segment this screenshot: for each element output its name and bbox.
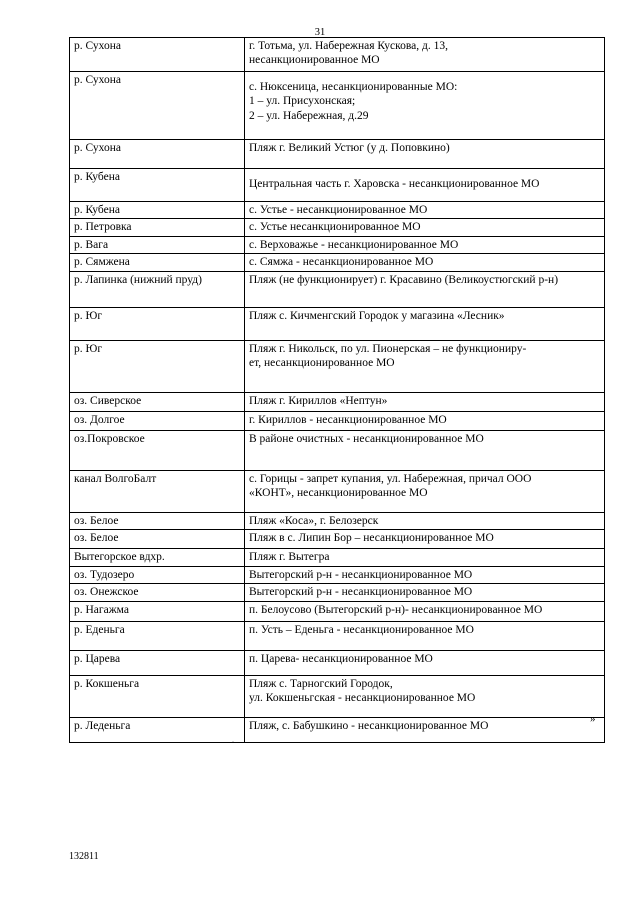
page-number: 31: [314, 27, 326, 38]
table-row: [70, 219, 605, 236]
location-cell: [245, 548, 605, 566]
table-row: [70, 271, 605, 307]
water-body-cell: оз. Белое: [70, 512, 245, 529]
water-body-cell: р. Леденьга: [70, 717, 245, 742]
location-cell: [245, 202, 605, 219]
location-line: Пляж с. Кичменгский Городок у магазина «Лесник»: [249, 309, 505, 322]
document-code: 132811: [69, 851, 99, 862]
water-body-cell: канал ВолгоБалт: [70, 470, 245, 512]
location-cell: [245, 717, 605, 742]
location-cell: [245, 307, 605, 340]
water-body-cell: р. Кубена: [70, 202, 245, 219]
location-cell: [245, 219, 605, 236]
table-body: [70, 38, 605, 743]
location-cell: [245, 470, 605, 512]
location-cell: [245, 392, 605, 411]
location-cell: [245, 340, 605, 392]
location-line: Пляж (не функционирует) г. Красавино (Великоустюгский р-н): [249, 273, 559, 286]
water-body-cell: р. Царева: [70, 650, 245, 675]
location-line: Вытегорский р-н - несанкционированное МО: [249, 568, 473, 581]
table-row: [70, 621, 605, 650]
location-line: Пляж г. Великий Устюг (у д. Поповкино): [249, 142, 450, 154]
table-row: [70, 392, 605, 411]
table-row: [70, 307, 605, 340]
table-row: [70, 601, 605, 621]
table-row: [70, 650, 605, 675]
location-line: с. Нюксеница, несанкционированные МО:: [249, 81, 458, 93]
water-body-cell: р. Сухона: [70, 38, 245, 72]
table-row: [70, 72, 605, 140]
location-cell: [245, 566, 605, 583]
location-cell: [245, 601, 605, 621]
water-body-cell: оз.Покровское: [70, 430, 245, 470]
location-line: с. Верховажье - несанкционированное МО: [249, 238, 459, 251]
location-cell: [245, 411, 605, 430]
location-line: ет, несанкционированное МО: [249, 356, 395, 369]
water-body-cell: р. Вага: [70, 236, 245, 253]
location-cell: [245, 584, 605, 601]
water-body-cell: р. Еденьга: [70, 621, 245, 650]
water-body-cell: оз. Тудозеро: [70, 566, 245, 583]
location-line: Пляж г. Никольск, по ул. Пионерская – не функциониру-: [249, 342, 527, 355]
water-body-cell: р. Петровка: [70, 219, 245, 236]
location-cell: [245, 254, 605, 271]
table-row: [70, 512, 605, 529]
table-row: [70, 38, 605, 72]
location-line: с. Устье несанкционированное МО: [249, 221, 421, 234]
table-row: [70, 548, 605, 566]
location-cell: [245, 72, 605, 140]
location-line: п. Царева- несанкционированное МО: [249, 652, 433, 665]
location-cell: [245, 512, 605, 529]
table-row: [70, 140, 605, 169]
water-body-cell: оз. Сиверское: [70, 392, 245, 411]
location-line: с. Сямжа - несанкционированное МО: [249, 256, 434, 269]
table-row: [70, 340, 605, 392]
water-body-cell: р. Нагажма: [70, 601, 245, 621]
water-body-cell: р. Кубена: [70, 169, 245, 202]
water-body-cell: р. Юг: [70, 307, 245, 340]
location-line: Пляж, с. Бабушкино - несанкционированное МО: [249, 719, 489, 732]
table-row: [70, 202, 605, 219]
location-cell: [245, 271, 605, 307]
location-line: Вытегорский р-н - несанкционированное МО: [249, 586, 473, 599]
location-line: «КОНТ», несанкционированное МО: [249, 486, 428, 499]
location-cell: [245, 169, 605, 202]
location-line: В районе очистных - несанкционированное МО: [249, 432, 484, 445]
location-line: г. Тотьма, ул. Набережная Кускова, д. 13,: [249, 40, 448, 52]
table-row: [70, 529, 605, 548]
faint-mark: .: [232, 735, 234, 744]
table-row: [70, 254, 605, 271]
location-line: 1 – ул. Присухонская;: [249, 95, 356, 108]
table-row: [70, 411, 605, 430]
location-cell: [245, 621, 605, 650]
location-line: Центральная часть г. Харовска - несанкционированное МО: [249, 178, 540, 190]
location-line: Пляж с. Тарногский Городок,: [249, 677, 393, 690]
water-body-cell: р. Сямжена: [70, 254, 245, 271]
location-cell: [245, 140, 605, 169]
location-line: с. Устье - несанкционированное МО: [249, 204, 428, 216]
closing-quote-mark: »: [590, 713, 596, 725]
location-line: п. Усть – Еденьга - несанкционированное МО: [249, 623, 474, 636]
water-body-cell: оз. Долгое: [70, 411, 245, 430]
location-cell: [245, 675, 605, 717]
location-cell: [245, 38, 605, 72]
table-row: [70, 717, 605, 742]
bathing-sites-table: [69, 37, 605, 743]
location-cell: [245, 430, 605, 470]
water-body-cell: р. Юг: [70, 340, 245, 392]
table-row: [70, 675, 605, 717]
location-cell: [245, 650, 605, 675]
water-body-cell: р. Сухона: [70, 72, 245, 140]
location-line: Пляж г. Вытегра: [249, 550, 330, 563]
water-body-cell: оз. Белое: [70, 529, 245, 548]
table-row: [70, 566, 605, 583]
location-cell: [245, 236, 605, 253]
location-line: Пляж в с. Липин Бор – несанкционированное МО: [249, 531, 494, 544]
table-row: [70, 169, 605, 202]
location-line: Пляж г. Кириллов «Нептун»: [249, 394, 388, 407]
water-body-cell: Вытегорское вдхр.: [70, 548, 245, 566]
location-line: Пляж «Коса», г. Белозерск: [249, 514, 379, 527]
table-row: [70, 584, 605, 601]
location-line: п. Белоусово (Вытегорский р-н)- несанкционированное МО: [249, 603, 543, 616]
location-line: 2 – ул. Набережная, д.29: [249, 109, 369, 122]
water-body-cell: оз. Онежское: [70, 584, 245, 601]
table-row: [70, 430, 605, 470]
location-line: ул. Кокшеньгская - несанкционированное МО: [249, 692, 476, 704]
location-line: несанкционированное МО: [249, 54, 380, 67]
water-body-cell: р. Кокшеньга: [70, 675, 245, 717]
location-line: с. Горицы - запрет купания, ул. Набережная, причал ООО: [249, 472, 532, 485]
water-body-cell: р. Сухона: [70, 140, 245, 169]
table-row: [70, 236, 605, 253]
water-body-cell: р. Лапинка (нижний пруд): [70, 271, 245, 307]
location-cell: [245, 529, 605, 548]
table-row: [70, 470, 605, 512]
location-line: г. Кириллов - несанкционированное МО: [249, 413, 447, 426]
